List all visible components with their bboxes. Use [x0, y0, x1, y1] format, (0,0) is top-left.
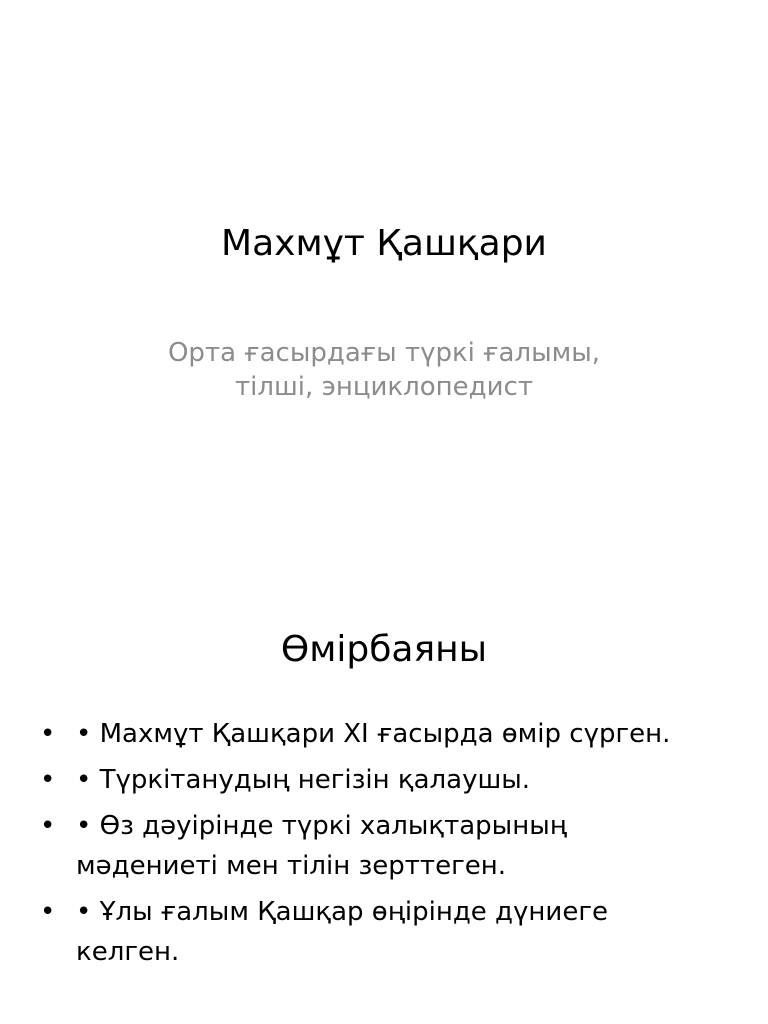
slide-subtitle	[80, 336, 688, 404]
bullet-line: • • Ұлы ғалым Қашқар өңірінде дүниеге	[76, 897, 608, 927]
bullet-item	[40, 892, 740, 972]
bullet-item	[40, 760, 740, 800]
bullet-item	[40, 806, 740, 886]
bullet-line: • • Махмұт Қашқари XI ғасырда өмір сүрген.	[76, 719, 671, 749]
bullet-line: келген.	[76, 937, 180, 967]
biography-slide	[0, 576, 768, 1024]
slide-title: Өмірбаяны	[280, 629, 488, 670]
slide-title: Махмұт Қашқари	[221, 223, 547, 264]
bullet-item	[40, 714, 740, 754]
bullet-line: мәдениеті мен тілін зерттеген.	[76, 851, 506, 881]
bullet-line: • • Түркітанудың негізін қалаушы.	[76, 765, 531, 795]
subtitle-line: тілші, энциклопедист	[235, 372, 533, 402]
bullet-line: • • Өз дәуірінде түркі халықтарының	[76, 811, 567, 841]
subtitle-line: Орта ғасырдағы түркі ғалымы,	[167, 338, 601, 368]
bullet-list	[40, 714, 740, 978]
